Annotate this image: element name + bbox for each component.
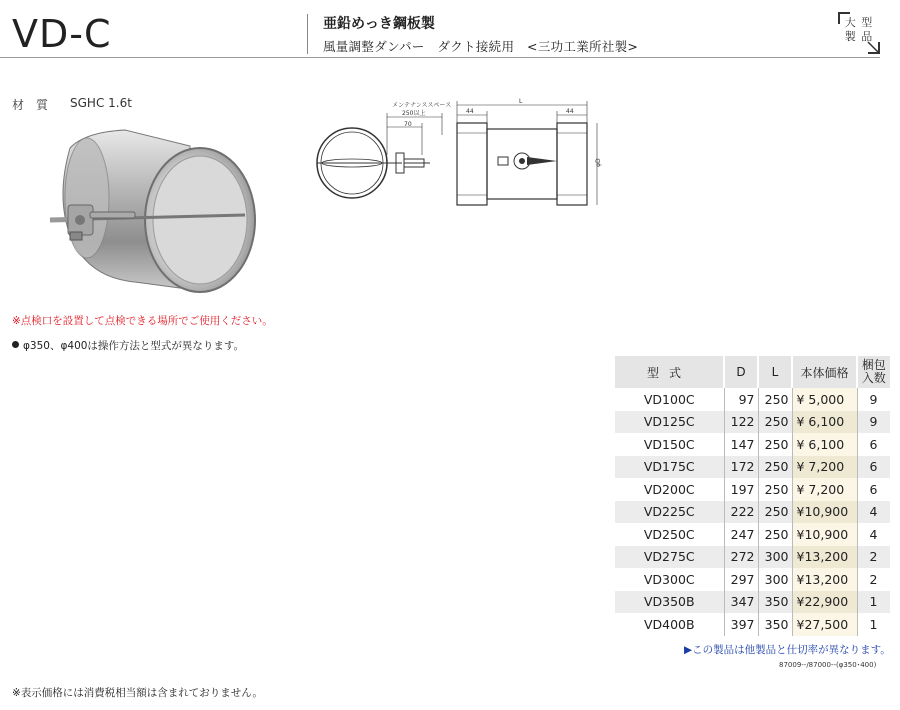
bullet-icon: [12, 341, 19, 348]
cell-price: ¥27,500: [792, 613, 857, 636]
cell-l: 300: [758, 568, 792, 591]
cell-d: 222: [724, 501, 758, 524]
cell-model: VD225C: [615, 501, 724, 524]
cell-d: 147: [724, 433, 758, 456]
cell-d: 347: [724, 591, 758, 614]
cell-qty: 2: [857, 546, 890, 569]
cell-qty: 9: [857, 411, 890, 434]
header-rule: [0, 57, 880, 58]
cell-l: 250: [758, 501, 792, 524]
cell-model: VD150C: [615, 433, 724, 456]
cell-l: 250: [758, 388, 792, 411]
cell-l: 300: [758, 546, 792, 569]
header-d: D: [724, 356, 758, 388]
code-reference: 87009--/87000--(φ350･400): [779, 661, 877, 669]
table-row: [615, 478, 890, 501]
cell-price: ¥13,200: [792, 568, 857, 591]
header-qty-line2: 入数: [861, 371, 886, 385]
cell-price: ¥ 7,200: [792, 456, 857, 479]
cell-d: 297: [724, 568, 758, 591]
table-header-row: [615, 356, 890, 388]
cell-l: 250: [758, 478, 792, 501]
cell-l: 250: [758, 433, 792, 456]
cell-d: 122: [724, 411, 758, 434]
header-price: 本体価格: [792, 356, 857, 388]
cell-model: VD250C: [615, 523, 724, 546]
table-row: [615, 591, 890, 614]
cell-qty: 6: [869, 481, 878, 497]
cell-model: VD125C: [615, 411, 724, 434]
tax-footnote: ※表示価格には消費税相当額は含まれておりません。: [12, 687, 263, 699]
cell-d: 172: [724, 456, 758, 479]
inspection-note: ※点検口を設置して点検できる場所でご使用ください。: [12, 315, 273, 327]
cell-model: VD400B: [615, 613, 724, 636]
cell-model: VD300C: [615, 568, 724, 591]
cell-price: ¥ 7,200: [792, 478, 857, 501]
cell-l: 350: [758, 591, 792, 614]
badge-line2: 製 品: [844, 30, 874, 43]
material-label: 材質: [12, 98, 61, 112]
table-row: [615, 523, 890, 546]
cell-qty: 4: [869, 526, 878, 542]
product-title: 亜鉛めっき鋼板製: [323, 16, 435, 32]
cell-l: 350: [758, 613, 792, 636]
rate-note: ▶この製品は他製品と仕切率が異なります。: [684, 644, 891, 656]
cell-d: 247: [724, 523, 758, 546]
cell-qty: 9: [869, 391, 878, 407]
dim-44-left: 44: [466, 108, 474, 115]
table-row: [615, 546, 890, 569]
header-divider: [307, 14, 308, 54]
cell-price: ¥22,900: [792, 591, 857, 614]
model-code: VD-C: [12, 12, 112, 56]
table-row: [615, 411, 890, 434]
operation-note-text: φ350、φ400は操作方法と型式が異なります。: [23, 340, 245, 352]
cell-price: ¥10,900: [792, 523, 857, 546]
dim-phiD: φD: [595, 158, 602, 167]
spec-table: [615, 356, 890, 636]
table-row: [615, 613, 890, 636]
cell-model: VD200C: [615, 478, 724, 501]
table-row: [615, 456, 890, 479]
product-photo: [30, 120, 280, 300]
badge-line1: 大 型: [844, 16, 874, 29]
cell-price: ¥ 6,100: [792, 433, 857, 456]
cell-qty: 6: [869, 436, 878, 452]
cell-price: ¥10,900: [792, 501, 857, 524]
product-subtitle: 風量調整ダンパー ダクト接続用 <三功工業所社製>: [323, 39, 639, 54]
cell-qty: 1: [869, 616, 878, 632]
operation-note: [12, 338, 244, 353]
table-row: [615, 433, 890, 456]
cell-qty: 6: [857, 456, 890, 479]
cell-model: VD175C: [615, 456, 724, 479]
cell-price: ¥13,200: [792, 546, 857, 569]
maintenance-label: メンテナンススペース: [392, 102, 452, 109]
cell-model: VD275C: [615, 546, 724, 569]
cell-l: 250: [758, 456, 792, 479]
cell-d: 272: [724, 546, 758, 569]
cell-qty: 2: [869, 571, 878, 587]
table-row: [615, 388, 890, 411]
header-qty-line1: 梱包: [861, 358, 886, 372]
maintenance-value: 250以上: [402, 110, 426, 117]
header-model: 型式: [615, 356, 724, 388]
large-product-badge: [838, 12, 880, 54]
table-row: [615, 568, 890, 591]
cell-qty: 1: [857, 591, 890, 614]
dim-L: L: [519, 98, 523, 105]
cell-l: 250: [758, 523, 792, 546]
cell-d: 397: [724, 613, 758, 636]
dim-44-right: 44: [566, 108, 574, 115]
cell-model: VD100C: [615, 388, 724, 411]
cell-qty: 4: [857, 501, 890, 524]
cell-price: ¥ 5,000: [792, 388, 857, 411]
dim-70: 70: [404, 121, 412, 128]
cell-model: VD350B: [615, 591, 724, 614]
dimension-drawing: [312, 95, 612, 215]
cell-d: 197: [724, 478, 758, 501]
cell-price: ¥ 6,100: [792, 411, 857, 434]
header-qty: [857, 356, 890, 388]
material-value: SGHC 1.6t: [70, 96, 132, 110]
header-l: L: [758, 356, 792, 388]
cell-l: 250: [758, 411, 792, 434]
cell-d: 97: [724, 388, 758, 411]
table-row: [615, 501, 890, 524]
